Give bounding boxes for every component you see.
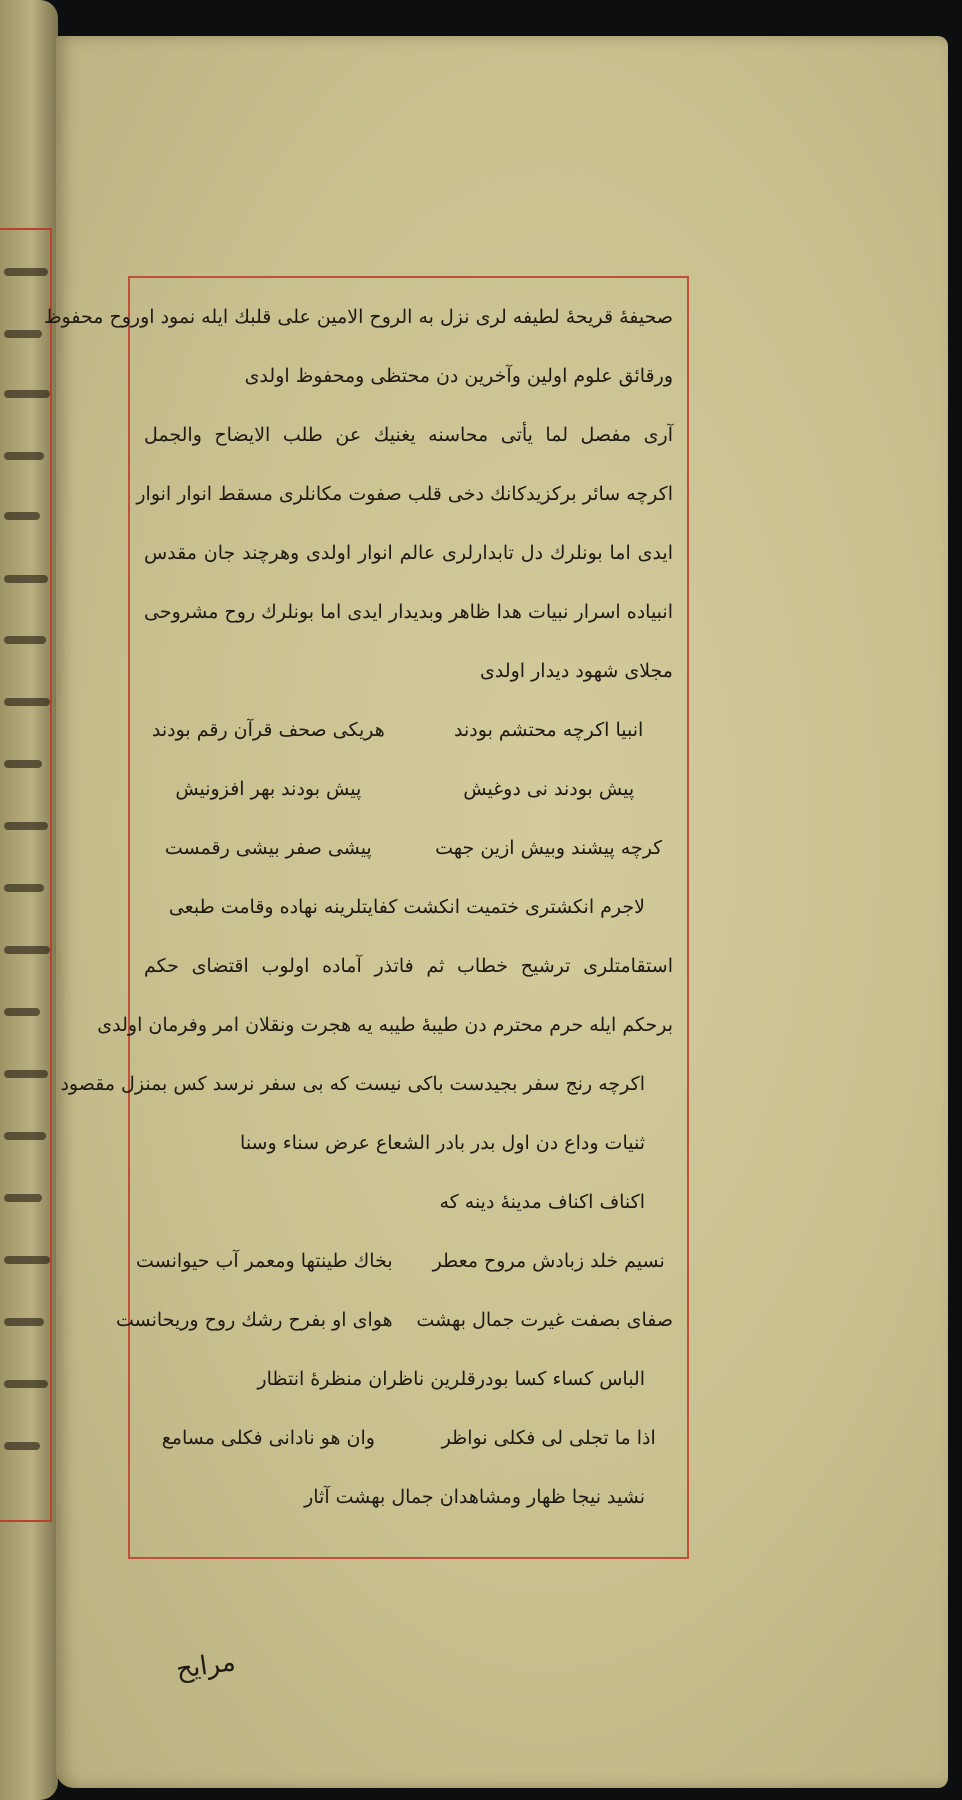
facing-text-fragment (4, 636, 46, 644)
manuscript-folio (43, 36, 948, 1788)
hemistich-left: هواى او بفرح رشك روح وريحانست (116, 1309, 393, 1331)
prose-line: اكرچه سائر بركزيدكانك دخى قلب صفوت مكانلرى مسقط انوار انوار (136, 483, 673, 505)
hemistich-left: پيشى صفر بيشى رقمست (164, 837, 372, 859)
prose-line: نشيد نيجا ظهار ومشاهدان جمال بهشت آثار (304, 1486, 645, 1508)
facing-text-fragment (4, 884, 44, 892)
hemistich-left: بخاك طينتها ومعمر آب حيوانست (135, 1250, 393, 1272)
hemistich-right: نسيم خلد زبادش مروح معطر (432, 1250, 665, 1272)
verse-line (144, 819, 673, 878)
verse-line (144, 1409, 673, 1468)
facing-text-fragment (4, 822, 48, 830)
hemistich-left: وان هو نادانى فكلى مسامع (161, 1427, 375, 1449)
hemistich-right: اذا ما تجلى لى فكلى نواظر (441, 1427, 656, 1449)
facing-text-fragment (4, 390, 50, 398)
prose-line: لاجرم انكشترى ختميت انكشت كفايتلرينه نهاده وقامت طبعى (168, 896, 645, 918)
facing-text-fragment (4, 1318, 44, 1326)
hemistich-left: هريكى صحف قرآن رقم بودند (151, 719, 385, 741)
hemistich-right: پيش بودند نى دوغيش (463, 778, 635, 800)
prose-line: اكناف اكناف مدينهٔ دينه كه (439, 1191, 645, 1213)
prose-line: اكرچه رنج سفر بجيدست باكى نيست كه بى سفر نرسد كس بمنزل مقصود (60, 1073, 645, 1095)
hemistich-right: صفاى بصفت غيرت جمال بهشت (416, 1309, 673, 1331)
verse-line (135, 1232, 673, 1291)
facing-text-fragment (4, 760, 42, 768)
facing-text-fragment (4, 1194, 42, 1202)
facing-text-fragment (4, 330, 42, 338)
prose-line: انبياده اسرار نبيات هدا ظاهر وبديدار ايدى اما بونلرك روح مشروحى (144, 601, 673, 623)
facing-page-edge (0, 0, 58, 1800)
facing-text-fragment (4, 1380, 48, 1388)
facing-text-fragment (4, 698, 50, 706)
facing-text-fragment (4, 946, 50, 954)
facing-text-fragment (4, 1070, 48, 1078)
facing-page-frame (0, 228, 52, 1522)
prose-line: استقامتلرى ترشيح خطاب ثم فاتذر آماده اولوب اقتضاى حكم (144, 955, 673, 977)
facing-text-fragment (4, 1132, 46, 1140)
prose-line: ثنيات وداع دن اول بدر بادر الشعاع عرض سناء وسنا (240, 1132, 645, 1154)
prose-line: مجلاى شهود ديدار اولدى (480, 660, 673, 682)
facing-text-fragment (4, 512, 40, 520)
text-block (43, 288, 673, 1527)
hemistich-right: كرچه پيشند وبيش ازين جهت (435, 837, 663, 859)
facing-text-fragment (4, 1442, 40, 1450)
prose-line: الباس كساء كسا بودرقلرين ناظران منظرهٔ انتظار (257, 1368, 645, 1390)
verse-line (144, 701, 673, 760)
catchword: مرايح (174, 1647, 238, 1685)
prose-line: ورقائق علوم اولين وآخرين دن محتظى ومحفوظ اولدى (244, 365, 673, 387)
facing-text-fragment (4, 1008, 40, 1016)
prose-line: برحكم ايله حرم محترم دن طيبهٔ طيبه يه هجرت ونقلان امر وفرمان اولدى (97, 1014, 673, 1036)
prose-line: صحيفهٔ قريحهٔ لطيفه لرى نزل به الروح الامين على قلبك ايله نمود اوروح محفوظ (43, 306, 673, 328)
prose-line: ايدى اما بونلرك دل تابدارلرى عالم انوار اولدى وهرچند جان مقدس (144, 542, 673, 564)
hemistich-left: پيش بودند بهر افزونيش (175, 778, 362, 800)
facing-text-fragment (4, 575, 48, 583)
prose-line: آرى مفصل لما يأتى محاسنه يغنيك عن طلب الايضاح والجمل (144, 424, 673, 446)
facing-text-fragment (4, 268, 48, 276)
text-frame-ruling (43, 276, 689, 1559)
verse-line (116, 1291, 673, 1350)
facing-text-fragment (4, 452, 44, 460)
verse-line (144, 760, 673, 819)
facing-text-fragment (4, 1256, 50, 1264)
hemistich-right: انبيا اكرچه محتشم بودند (454, 719, 644, 741)
